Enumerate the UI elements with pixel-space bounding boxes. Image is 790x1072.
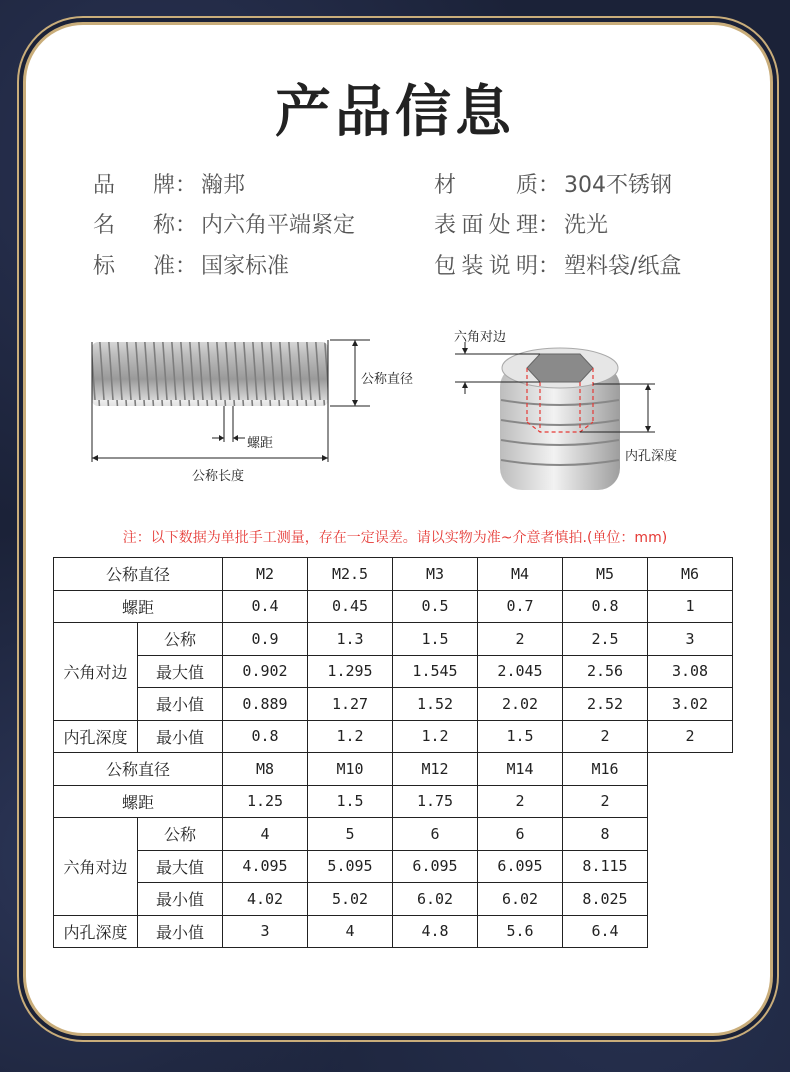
table-row bbox=[54, 883, 733, 916]
table-cell: 2 bbox=[478, 623, 563, 656]
table-cell: 0.5 bbox=[393, 590, 478, 623]
label-nominal-diameter: 公称直径 bbox=[361, 372, 414, 387]
table-cell: 0.45 bbox=[308, 590, 393, 623]
empty-cell bbox=[648, 818, 733, 851]
label-pitch: 螺距 bbox=[247, 436, 274, 451]
row-label: 内孔深度 bbox=[54, 720, 138, 753]
table-cell: 0.889 bbox=[223, 688, 308, 721]
table-row bbox=[54, 753, 733, 786]
table-cell: 1.295 bbox=[308, 655, 393, 688]
info-material: 材质： 304不锈钢 bbox=[434, 168, 672, 199]
table-cell: 6.095 bbox=[393, 850, 478, 883]
table-cell: 5 bbox=[308, 818, 393, 851]
table-cell: 2 bbox=[563, 720, 648, 753]
table-cell: 3 bbox=[223, 915, 308, 948]
table-cell: 2 bbox=[648, 720, 733, 753]
row-sublabel: 公称 bbox=[138, 623, 223, 656]
table-cell: 4 bbox=[308, 915, 393, 948]
label-hex-across-flats: 六角对边 bbox=[454, 330, 507, 345]
info-value: 国家标准 bbox=[201, 254, 290, 279]
table-cell: 1.27 bbox=[308, 688, 393, 721]
table-cell: M16 bbox=[563, 753, 648, 786]
info-label: 材质 bbox=[434, 173, 538, 198]
row-label: 公称直径 bbox=[54, 753, 223, 786]
table-cell: 6.02 bbox=[478, 883, 563, 916]
table-cell: 1.5 bbox=[393, 623, 478, 656]
info-brand: 品牌： 瀚邦 bbox=[93, 168, 245, 199]
table-cell: 0.4 bbox=[223, 590, 308, 623]
row-label: 六角对边 bbox=[54, 623, 138, 721]
empty-cell bbox=[648, 753, 733, 786]
table-cell: 0.8 bbox=[563, 590, 648, 623]
row-sublabel: 最大值 bbox=[138, 850, 223, 883]
row-label: 公称直径 bbox=[54, 558, 223, 591]
info-packaging: 包装说明： 塑料袋/纸盒 bbox=[434, 249, 681, 280]
table-cell: M2.5 bbox=[308, 558, 393, 591]
row-sublabel: 最小值 bbox=[138, 883, 223, 916]
table-cell: 1.3 bbox=[308, 623, 393, 656]
info-label: 包装说明 bbox=[434, 254, 538, 279]
table-cell: 1.5 bbox=[478, 720, 563, 753]
empty-cell bbox=[648, 883, 733, 916]
table-cell: 1.2 bbox=[308, 720, 393, 753]
table-cell: 1.75 bbox=[393, 785, 478, 818]
table-cell: 2 bbox=[563, 785, 648, 818]
table-cell: 2.56 bbox=[563, 655, 648, 688]
row-label: 螺距 bbox=[54, 785, 223, 818]
row-sublabel: 最小值 bbox=[138, 915, 223, 948]
table-row bbox=[54, 688, 733, 721]
table-cell: 8.115 bbox=[563, 850, 648, 883]
table-cell: M5 bbox=[563, 558, 648, 591]
table-cell: M6 bbox=[648, 558, 733, 591]
table-row bbox=[54, 720, 733, 753]
row-label: 内孔深度 bbox=[54, 915, 138, 948]
table-cell: 0.9 bbox=[223, 623, 308, 656]
measurement-note: 注：以下数据为单批手工测量，存在一定误差。请以实物为准~介意者慎拍.(单位：mm) bbox=[122, 530, 668, 546]
table-cell: 6 bbox=[393, 818, 478, 851]
table-row bbox=[54, 655, 733, 688]
table-cell: 0.8 bbox=[223, 720, 308, 753]
screw-end-view bbox=[455, 340, 678, 500]
table-cell: M4 bbox=[478, 558, 563, 591]
empty-cell bbox=[648, 785, 733, 818]
table-cell: M12 bbox=[393, 753, 478, 786]
table-cell: 5.6 bbox=[478, 915, 563, 948]
table-cell: 2.02 bbox=[478, 688, 563, 721]
row-label: 螺距 bbox=[54, 590, 223, 623]
info-surface: 表面处理： 洗光 bbox=[434, 208, 608, 239]
table-cell: M2 bbox=[223, 558, 308, 591]
info-label: 名称 bbox=[93, 213, 175, 238]
table-cell: 1.5 bbox=[308, 785, 393, 818]
table-cell: 5.02 bbox=[308, 883, 393, 916]
info-value: 瀚邦 bbox=[201, 173, 246, 198]
table-cell: 3 bbox=[648, 623, 733, 656]
table-row bbox=[54, 818, 733, 851]
table-cell: 5.095 bbox=[308, 850, 393, 883]
info-value: 洗光 bbox=[564, 213, 609, 238]
table-row bbox=[54, 558, 733, 591]
table-row bbox=[54, 623, 733, 656]
row-sublabel: 最小值 bbox=[138, 688, 223, 721]
empty-cell bbox=[648, 850, 733, 883]
table-row bbox=[54, 915, 733, 948]
table-cell: 2.045 bbox=[478, 655, 563, 688]
table-row bbox=[54, 785, 733, 818]
row-sublabel: 最小值 bbox=[138, 720, 223, 753]
label-hole-depth: 内孔深度 bbox=[625, 449, 678, 464]
table-cell: 1 bbox=[648, 590, 733, 623]
table-cell: 1.545 bbox=[393, 655, 478, 688]
screw-side-view bbox=[80, 330, 380, 480]
info-standard: 标准： 国家标准 bbox=[93, 249, 289, 280]
table-row bbox=[54, 590, 733, 623]
table-cell: 0.902 bbox=[223, 655, 308, 688]
table-cell: 4.02 bbox=[223, 883, 308, 916]
table-cell: M10 bbox=[308, 753, 393, 786]
table-cell: 6.02 bbox=[393, 883, 478, 916]
table-cell: 6.095 bbox=[478, 850, 563, 883]
label-nominal-length: 公称长度 bbox=[192, 469, 245, 484]
page-title: 产品信息 bbox=[275, 80, 515, 145]
info-label: 品牌 bbox=[93, 173, 175, 198]
table-cell: 1.25 bbox=[223, 785, 308, 818]
info-label: 表面处理 bbox=[434, 213, 538, 238]
table-cell: 2.52 bbox=[563, 688, 648, 721]
table-cell: 8.025 bbox=[563, 883, 648, 916]
info-value: 内六角平端紧定 bbox=[201, 213, 356, 238]
row-sublabel: 公称 bbox=[138, 818, 223, 851]
table-cell: 0.7 bbox=[478, 590, 563, 623]
row-label: 六角对边 bbox=[54, 818, 138, 916]
table-cell: M8 bbox=[223, 753, 308, 786]
table-cell: 1.52 bbox=[393, 688, 478, 721]
table-cell: 6.4 bbox=[563, 915, 648, 948]
table-cell: 8 bbox=[563, 818, 648, 851]
info-label: 标准 bbox=[93, 254, 175, 279]
table-cell: 6 bbox=[478, 818, 563, 851]
table-cell: 3.08 bbox=[648, 655, 733, 688]
table-cell: 2.5 bbox=[563, 623, 648, 656]
table-cell: M14 bbox=[478, 753, 563, 786]
info-value: 304不锈钢 bbox=[564, 173, 673, 198]
table-cell: 4.8 bbox=[393, 915, 478, 948]
spec-table bbox=[53, 557, 733, 948]
table-cell: M3 bbox=[393, 558, 478, 591]
info-value: 塑料袋/纸盒 bbox=[564, 254, 682, 279]
row-sublabel: 最大值 bbox=[138, 655, 223, 688]
table-cell: 2 bbox=[478, 785, 563, 818]
info-name: 名称： 内六角平端紧定 bbox=[93, 208, 355, 239]
table-cell: 3.02 bbox=[648, 688, 733, 721]
table-cell: 4 bbox=[223, 818, 308, 851]
empty-cell bbox=[648, 915, 733, 948]
table-cell: 1.2 bbox=[393, 720, 478, 753]
table-cell: 4.095 bbox=[223, 850, 308, 883]
table-row bbox=[54, 850, 733, 883]
